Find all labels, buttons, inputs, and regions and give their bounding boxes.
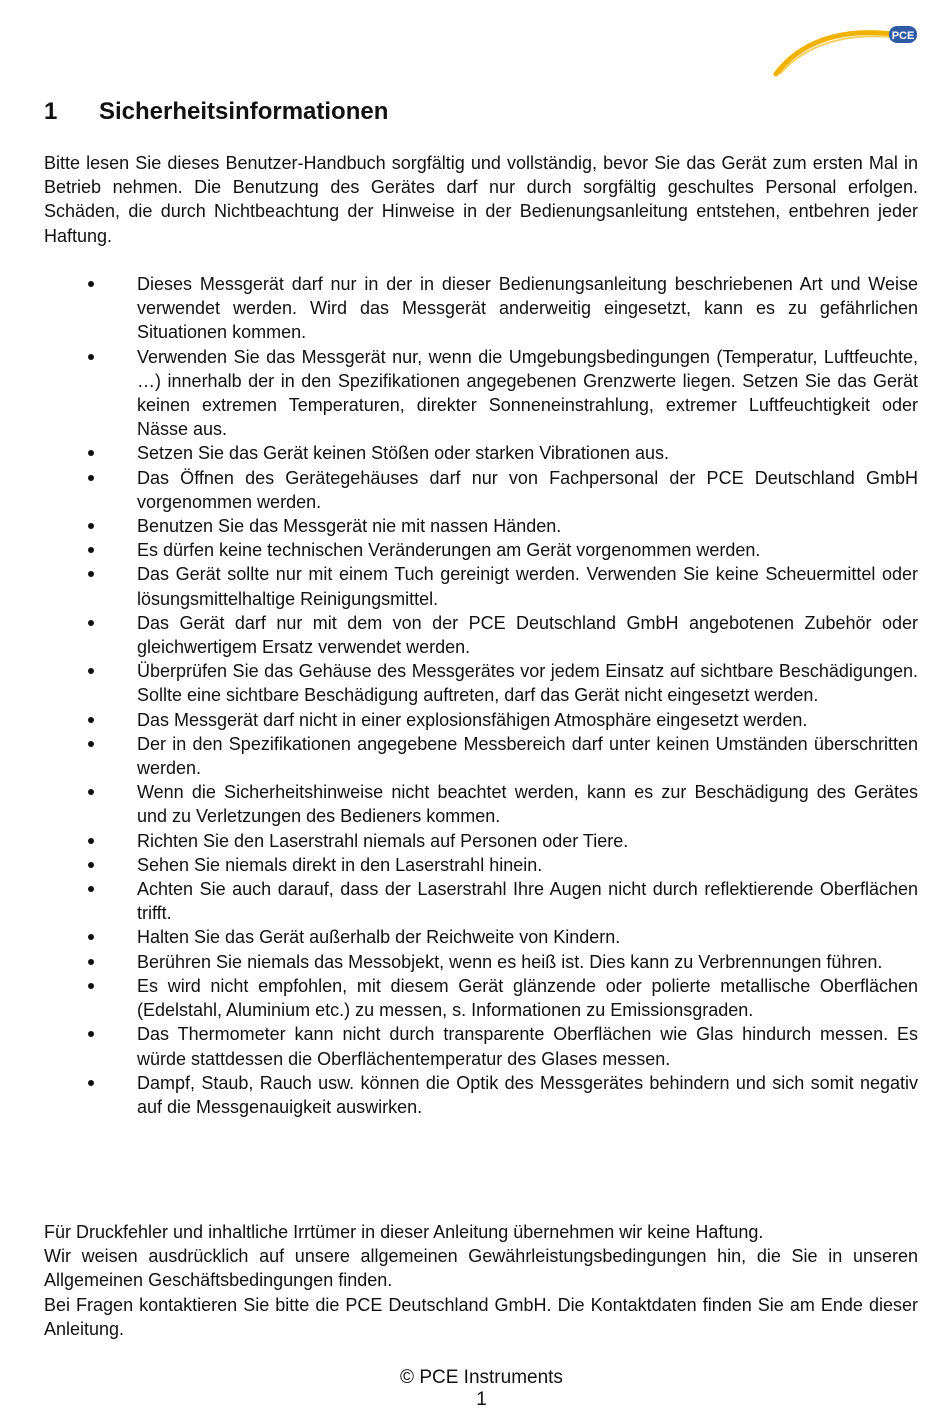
bullet-icon: [88, 547, 94, 553]
list-item-text: Der in den Spezifikationen angegebene Messbereich darf unter keinen Umständen überschritten werden.: [137, 733, 918, 779]
list-item-text: Dampf, Staub, Rauch usw. können die Optik des Messgerätes behindern und sich somit negativ auf die Messgenauigkeit auswirken.: [137, 1072, 918, 1117]
list-item: [44, 514, 918, 538]
bullet-icon: [88, 886, 94, 892]
bullet-icon: [88, 789, 94, 795]
list-item-text: Es wird nicht empfohlen, mit diesem Gerät glänzende oder polierte metallische Oberflächen (Edelstahl, Aluminium etc.) zu messen, s. Informationen zu Emissionsgraden.: [137, 975, 918, 1021]
list-item: [44, 272, 918, 345]
list-item-text: Überprüfen Sie das Gehäuse des Messgerätes vor jedem Einsatz auf sichtbare Beschädigungen. Sollte eine sichtbare Beschädigung auftreten, darf das Gerät nicht eingesetzt werden.: [137, 661, 918, 706]
bullet-icon: [88, 668, 94, 674]
bullet-icon: [88, 862, 94, 868]
list-item-text: Achten Sie auch darauf, dass der Laserstrahl Ihre Augen nicht durch reflektierende Oberflächen trifft.: [137, 879, 918, 924]
section-heading: [44, 97, 388, 127]
list-item: [44, 345, 918, 442]
disclaimer-paragraph: Bei Fragen kontaktieren Sie bitte die PCE Deutschland GmbH. Die Kontaktdaten finden Sie am Ende dieser Anleitung.: [44, 1294, 918, 1339]
list-item-text: Dieses Messgerät darf nur in der in dieser Bedienungsanleitung beschriebenen Art und Weise verwendet werden. Wird das Messgerät anderweitig eingesetzt, kann es zu gefährlichen Situationen kommen.: [137, 274, 918, 343]
bullet-icon: [88, 281, 94, 287]
page-number: 1: [476, 1389, 487, 1410]
bullet-icon: [88, 571, 94, 577]
bullet-icon: [88, 838, 94, 844]
bullet-icon: [88, 620, 94, 626]
list-item: [44, 732, 918, 780]
list-item: [44, 659, 918, 707]
list-item-text: Richten Sie den Laserstrahl niemals auf Personen oder Tiere.: [137, 830, 629, 851]
list-item: [44, 853, 918, 877]
logo-text: PCE: [891, 30, 915, 42]
list-item: [44, 925, 918, 949]
list-item: [44, 1022, 918, 1070]
list-item-text: Das Gerät sollte nur mit einem Tuch gereinigt werden. Verwenden Sie keine Scheuermittel oder lösungsmittelhaltige Reinigungsmittel.: [137, 564, 918, 609]
copyright-footer: © PCE Instruments: [400, 1367, 563, 1388]
list-item: [44, 538, 918, 562]
bullet-icon: [88, 959, 94, 965]
bullet-icon: [88, 983, 94, 989]
list-item: [44, 708, 918, 732]
bullet-icon: [88, 717, 94, 723]
bullet-icon: [88, 1031, 94, 1037]
pce-logo: [770, 22, 930, 78]
list-item-text: Es dürfen keine technischen Veränderungen am Gerät vorgenommen werden.: [137, 540, 761, 561]
bullet-icon: [88, 450, 94, 456]
list-item-text: Halten Sie das Gerät außerhalb der Reichweite von Kindern.: [137, 927, 621, 948]
list-item: [44, 562, 918, 610]
intro-paragraph: Bitte lesen Sie dieses Benutzer-Handbuch sorgfältig und vollständig, bevor Sie das Gerät zum ersten Mal in Betrieb nehmen. Die Benutzung des Gerätes darf nur durch sorgfältig geschultes Personal erfolgen. Schäden, die durch Nichtbeachtung der Hinweise in der Bedienungsanleitung entstehen, entbehren jeder Haftung.: [44, 153, 918, 246]
list-item-text: Sehen Sie niemals direkt in den Laserstrahl hinein.: [137, 854, 543, 875]
list-item-text: Berühren Sie niemals das Messobjekt, wenn es heiß ist. Dies kann zu Verbrennungen führen.: [137, 951, 883, 972]
disclaimer-block: [44, 1220, 918, 1341]
section-number: 1: [44, 98, 58, 125]
list-item: [44, 611, 918, 659]
list-item: [44, 829, 918, 853]
bullet-icon: [88, 1080, 94, 1086]
list-item: [44, 1071, 918, 1119]
list-item: [44, 950, 918, 974]
list-item-text: Das Thermometer kann nicht durch transparente Oberflächen wie Glas hindurch messen. Es würde stattdessen die Oberflächentemperatur des Glases messen.: [137, 1024, 918, 1069]
disclaimer-paragraph: Wir weisen ausdrücklich auf unsere allgemeinen Gewährleistungsbedingungen hin, die Sie in unseren Allgemeinen Geschäftsbedingungen finden.: [44, 1246, 918, 1291]
list-item-text: Setzen Sie das Gerät keinen Stößen oder starken Vibrationen aus.: [137, 443, 669, 464]
list-item: [44, 877, 918, 925]
section-title: Sicherheitsinformationen: [99, 98, 389, 125]
list-item-text: Verwenden Sie das Messgerät nur, wenn die Umgebungsbedingungen (Temperatur, Luftfeuchte, …) innerhalb der in den Spezifikationen angegebenen Grenzwerte liegen. Setzen Sie das Gerät keinen extremen Temperaturen, direkter Sonneneinstrahlung, extremer Luftfeuchtigkeit oder Nässe aus.: [137, 346, 918, 440]
list-item: [44, 466, 918, 514]
list-item-text: Wenn die Sicherheitshinweise nicht beachtet werden, kann es zur Beschädigung des Gerätes und zu Verletzungen des Bedieners kommen.: [137, 782, 918, 827]
logo-arc: [776, 33, 892, 74]
safety-list: [44, 272, 918, 1119]
list-item-text: Das Messgerät darf nicht in einer explosionsfähigen Atmosphäre eingesetzt werden.: [137, 709, 808, 730]
bullet-icon: [88, 523, 94, 529]
list-item-text: Das Öffnen des Gerätegehäuses darf nur von Fachpersonal der PCE Deutschland GmbH vorgenommen werden.: [137, 467, 918, 512]
bullet-icon: [88, 934, 94, 940]
bullet-icon: [88, 475, 94, 481]
disclaimer-paragraph: Für Druckfehler und inhaltliche Irrtümer in dieser Anleitung übernehmen wir keine Haftung.: [44, 1222, 764, 1242]
bullet-icon: [88, 741, 94, 747]
list-item-text: Benutzen Sie das Messgerät nie mit nassen Händen.: [137, 516, 562, 537]
bullet-icon: [88, 354, 94, 360]
list-item: [44, 441, 918, 465]
list-item: [44, 974, 918, 1022]
list-item: [44, 780, 918, 828]
list-item-text: Das Gerät darf nur mit dem von der PCE Deutschland GmbH angebotenen Zubehör oder gleichwertigem Ersatz verwendet werden.: [137, 612, 918, 658]
